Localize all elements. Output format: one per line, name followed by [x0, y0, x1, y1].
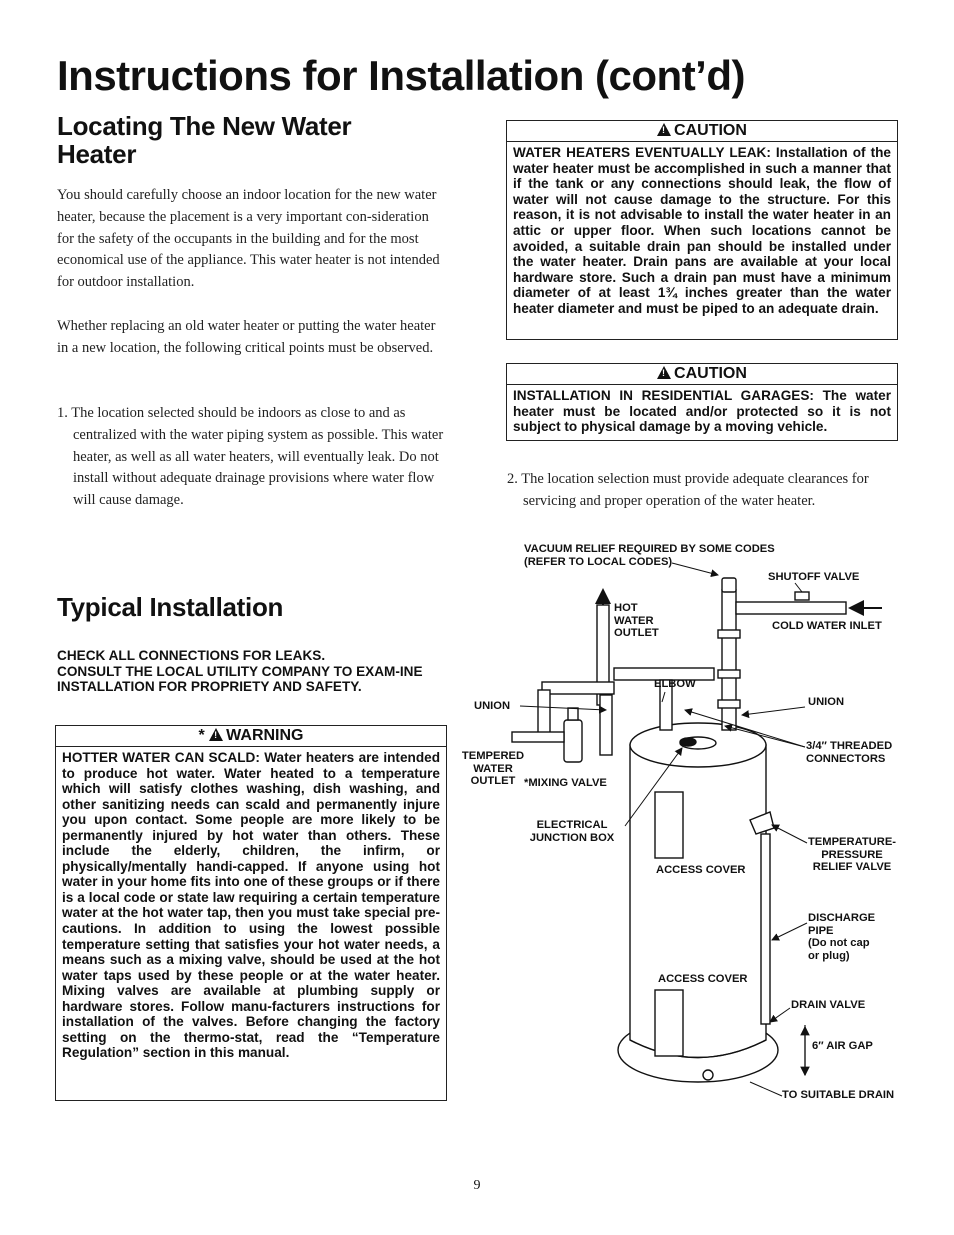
check-line-1: CHECK ALL CONNECTIONS FOR LEAKS.: [57, 648, 326, 663]
caution-title: CAUTION: [674, 365, 747, 382]
caution-header: [507, 121, 897, 142]
label-tempered-line-2: WATER: [473, 762, 513, 775]
warning-triangle-icon: [209, 728, 223, 741]
caution-header: [507, 364, 897, 385]
warning-box-scald: [55, 725, 447, 1101]
label-elbow: ELBOW: [654, 678, 696, 690]
label-discharge-line-2: PIPE: [808, 924, 834, 937]
page-title: Instructions for Installation (cont’d): [57, 52, 745, 99]
label-discharge-line-3: (Do not cap: [808, 937, 870, 949]
caution-box-leak: [506, 120, 898, 340]
label-tp-line-2: PRESSURE: [821, 848, 883, 861]
label-junction-line-2: JUNCTION BOX: [529, 831, 615, 844]
label-access-cover-bottom: ACCESS COVER: [658, 973, 748, 985]
label-threaded-connectors: [806, 740, 892, 765]
label-hot-line-1: HOT: [614, 602, 638, 614]
label-tp-relief-valve: [804, 836, 900, 874]
label-tempered-line-1: TEMPERED: [461, 750, 525, 762]
label-shutoff-valve: SHUTOFF VALVE: [768, 571, 860, 583]
label-access-cover-top: ACCESS COVER: [656, 864, 746, 876]
label-vacuum-relief-line-1: VACUUM RELIEF REQUIRED BY SOME CODES: [524, 543, 775, 555]
label-junction-line-1: ELECTRICAL: [536, 819, 608, 831]
vacuum-relief-valve: [722, 578, 736, 592]
label-tempered-water-outlet: [460, 750, 526, 788]
label-drain-valve: DRAIN VALVE: [791, 999, 866, 1011]
discharge-pipe: [761, 834, 770, 1024]
caution-title: CAUTION: [674, 122, 747, 139]
label-hot-line-3: OUTLET: [614, 627, 659, 639]
label-tp-line-3: RELIEF VALVE: [812, 861, 892, 873]
label-suitable-drain: TO SUITABLE DRAIN: [782, 1089, 895, 1101]
label-discharge-pipe: [808, 912, 875, 962]
locating-item-1: 1. The location selected should be indoors as close to and as centralized with the water piping system as possible. This water heater, as well as all water heaters, will eventually leak. Do not install without adequate drainage provisions where water flow will cause damage.: [57, 405, 444, 509]
warning-header: [56, 726, 446, 747]
label-threaded-line-1: 3/4″ THREADED: [806, 740, 893, 752]
label-discharge-line-4: or plug): [808, 949, 850, 962]
label-hot-water-outlet: [614, 602, 659, 640]
check-connections-notice: [57, 648, 447, 695]
label-air-gap: 6″ AIR GAP: [812, 1040, 873, 1052]
caution-body: INSTALLATION IN RESIDENTIAL GARAGES: The water heater must be located and/or protected so it is not subject to physical damage by a moving vehicle.: [513, 388, 891, 435]
typical-installation-heading: Typical Installation: [57, 592, 284, 622]
check-line-2: CONSULT THE LOCAL UTILITY COMPANY TO EXAM-INE INSTALLATION FOR PROPRIETY AND SAFETY.: [57, 663, 423, 694]
caution-body: WATER HEATERS EVENTUALLY LEAK: Installation of the water heater must be accomplished in such a manner that if the tank or any connections should leak, the flow of water will not cause damage to the structure. For this reason, it is not advisable to install the water heater in an attic or upper floor. When such locations cannot be avoided, a suitable drain pan should be installed under the water heater. Drain pans are available at your local hardware store. Such a drain pan must have a minimum diameter of at least 1¾ inches greater than the water heater diameter and must be piped to an adequate drain.: [513, 145, 891, 316]
cold-inlet-pipe: [736, 602, 846, 614]
label-threaded-line-2: CONNECTORS: [806, 752, 886, 765]
locating-item-2: 2. The location selection must provide adequate clearances for servicing and proper operation of the water heater.: [507, 471, 869, 509]
label-hot-line-2: WATER: [614, 614, 654, 627]
page-number: 9: [473, 1178, 481, 1193]
access-cover-bottom-panel: [655, 990, 683, 1056]
cold-riser: [722, 590, 736, 730]
junction-box: [680, 738, 696, 746]
warning-asterisk: *: [198, 727, 205, 744]
label-electrical-junction-box: [522, 819, 622, 844]
label-union-left: UNION: [474, 700, 511, 712]
access-cover-top-panel: [655, 792, 683, 858]
locating-paragraph-2: Whether replacing an old water heater or putting the water heater in a new location, the following critical points must be observed.: [57, 318, 436, 356]
label-vacuum-relief: [524, 543, 775, 568]
drain-valve-fitting: [703, 1070, 713, 1080]
warning-triangle-icon: [657, 123, 671, 136]
label-cold-water-inlet: COLD WATER INLET: [772, 620, 882, 632]
water-heater-diagram: [450, 530, 910, 1115]
label-union-right: UNION: [808, 696, 845, 708]
locating-paragraph-1: You should carefully choose an indoor location for the new water heater, because the placement is a very important con-sideration for the safety of the occupants in the building and for the most economical use of the appliance. This water heater is not intended for outdoor installation.: [57, 187, 440, 291]
locating-heading: Locating The New Water Heater: [57, 111, 352, 169]
tempered-outlet-pipe: [512, 732, 564, 742]
warning-title: WARNING: [226, 727, 304, 744]
label-vacuum-relief-line-2: (REFER TO LOCAL CODES): [524, 555, 673, 568]
label-tempered-line-3: OUTLET: [470, 775, 516, 787]
label-discharge-line-1: DISCHARGE: [808, 912, 876, 924]
mixing-valve-body: [564, 720, 582, 762]
warning-triangle-icon: [657, 366, 671, 379]
label-mixing-valve: *MIXING VALVE: [524, 777, 607, 789]
label-tp-line-1: TEMPERATURE-: [807, 836, 897, 848]
caution-box-garage: [506, 363, 898, 441]
warning-body: HOTTER WATER CAN SCALD: Water heaters are intended to produce hot water. Water heated to a temperature which will satisfy clothes washing, dish washing, and other sanitizing needs can scald and permanently injure you upon contact. Some people are more likely to be permanently injured by hot water than others. These include the elderly, children, the infirm, or physically/mentally handi-capped. If anyone using hot water in your home fits into one of these groups or if there is a local code or state law requiring a certain temperature water at the hot water tap, then you must take special pre-cautions. In addition to using the lowest possible temperature setting that satisfies your hot water needs, a means such as a mixing valve, should be used at the hot water taps used by these people or at the water heater. Mixing valves are available at plumbing supply or hardware stores. Follow manu-facturers instructions for installation of the valves. Before changing the factory setting on the thermo-stat, read the “Temperature Regulation” section in this manual.: [62, 750, 440, 1061]
